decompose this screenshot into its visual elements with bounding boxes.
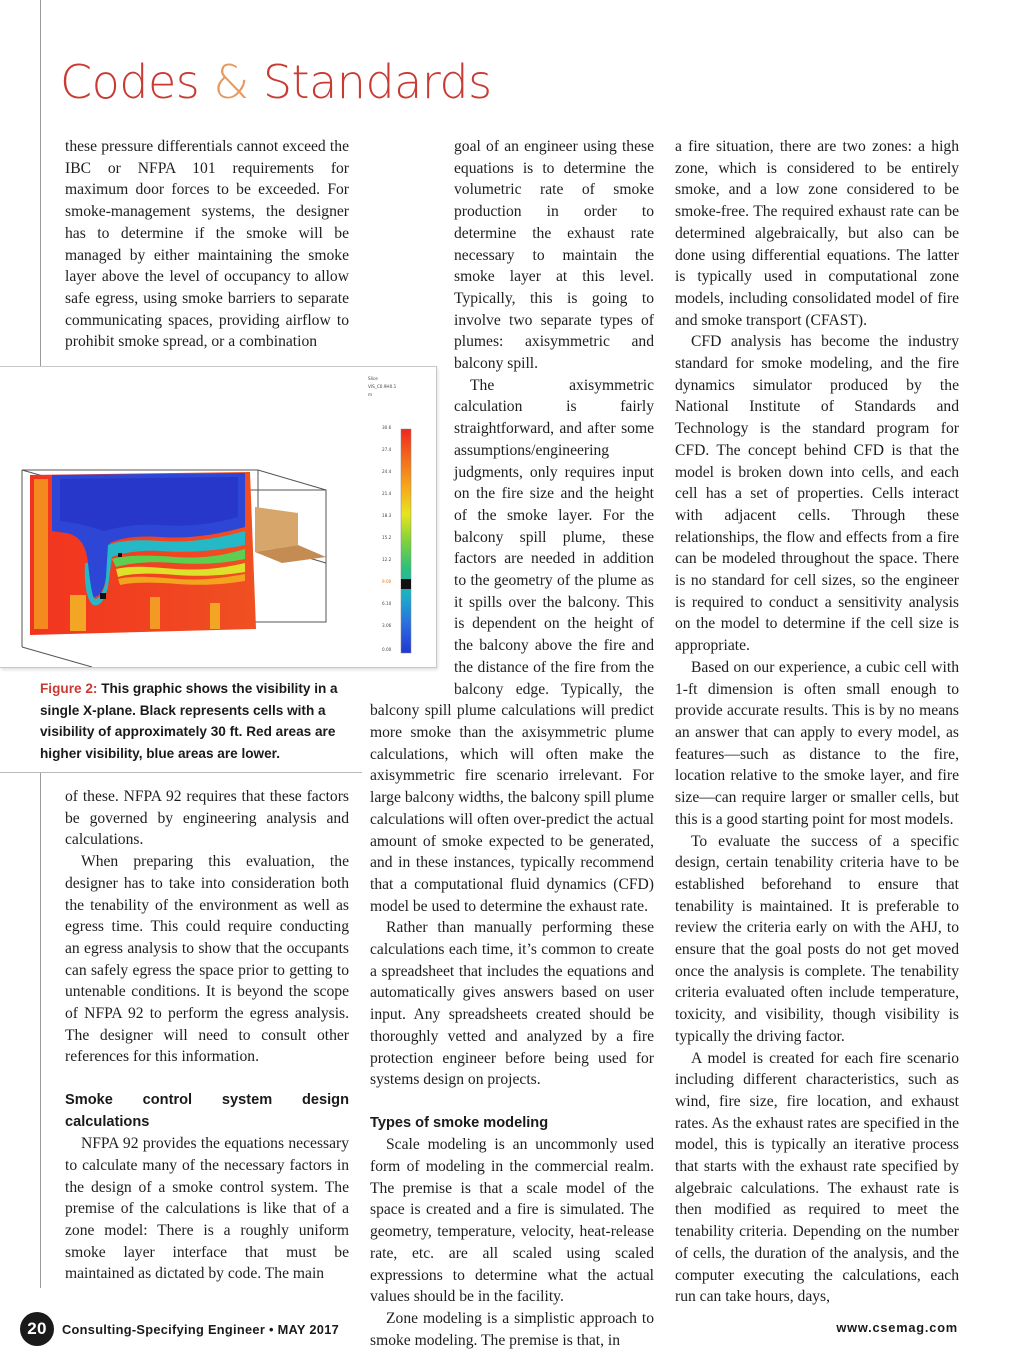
colorbar-tick: 6.10	[382, 601, 392, 606]
col1-paragraph-4: NFPA 92 provides the equations necessary to calculate many of the necessary factors in the design of a smoke control system. The premise of the calculations is like that of a zone model: There is a roughly uniform smoke layer interface that must be maintained as dictated by code. The main	[65, 1135, 349, 1283]
colorbar-title-3: m	[368, 392, 373, 397]
col2-paragraph-4: Scale modeling is an uncommonly used form of modeling in the commercial realm. The premise is that a scale model of the space is created and a fire is simulated. The geometry, temperature, velocity, heat-release rate, etc. are all scaled using scaled expressions to determine what the actual values should be in the facility.	[370, 1136, 654, 1306]
col1-paragraph-1: these pressure differentials cannot exceed the IBC or NFPA 101 requirements for maximum door forces to be exceeded. For smoke-management systems, the designer has to determine if the smoke will be managed by either maintaining the smoke layer above the level of occupancy to allow safe egress, using smoke barriers to separate communicating spaces, providing airflow to prohibit smoke spread, or a combination	[65, 138, 349, 351]
column-2	[370, 136, 654, 1351]
section-title-amp: &	[213, 55, 249, 109]
colorbar-tick: 15.2	[382, 535, 392, 540]
colorbar-tick: 0.00	[382, 647, 392, 652]
colorbar-title-1: Slice	[368, 376, 378, 381]
colorbar-tick: 9.00	[382, 579, 392, 584]
model-side-block	[255, 507, 326, 563]
col2-paragraph-2: The axisymmetric calculation is fairly straightforward, and after some assumptions/engineering judgments, only requires input on the fire size and the height of the smoke layer. For the balcony spill plume, these factors are needed in addition to the geometry of the plume as it spills over the balcony. This is dependent on the height of the balcony above the fire and the distance of the fire from the balcony edge. Typically, the balcony spill plume calculations will predict more smoke than the axisymmetric plume calculations, which will often make the axisymmetric fire scenario irrelevant. For large balcony widths, the balcony spill plume calculations will often over-predict the actual amount of smoke expected to be generated, and in these instances, typically recommend that a computational fluid dynamics (CFD) model be used to determine the exhaust rate.	[370, 376, 654, 915]
publication-info: Consulting-Specifying Engineer • MAY 2017	[62, 1321, 340, 1337]
section-title-standards: Standards	[262, 55, 492, 109]
colorbar-tick: 21.4	[382, 491, 392, 496]
col2-subheading: Types of smoke modeling	[370, 1114, 549, 1131]
colorbar-tick: 3.06	[382, 623, 392, 628]
colorbar-title-2: VIS_C0.9H0.1	[368, 384, 397, 389]
colorbar-labels	[368, 376, 397, 652]
col3-paragraph-4: To evaluate the success of a specific design, certain tenability criteria have to be established beforehand to ensure that tenability is maintained. It is preferable to review the criteria early on with the AHJ, to ensure that the goal posts do not get moved once the analysis is complete. The tenability criteria evaluated often include temperature, toxicity, and visibility, though visibility is typically the driving factor.	[675, 832, 959, 1045]
col3-paragraph-3: Based on our experience, a cubic cell with 1-ft dimension is often small enough to provide accurate results. This is by no means an answer that can apply to every model, as features—such as distance to the fire, location relative to the smoke layer, and fire size—can require larger or smaller cells, but this is a good starting point for most models.	[675, 658, 959, 828]
col1-paragraph-2: of these. NFPA 92 requires that these factors be governed by engineering analysis and calculations.	[65, 788, 349, 849]
colorbar-tick: 12.2	[382, 557, 392, 562]
colorbar-tick: 30.6	[382, 425, 392, 430]
col3-paragraph-1: a fire situation, there are two zones: a high zone, which is considered to be entirely smoke, and a low zone considered to be smoke-free. The required exhaust rate can be determined algebraically, but also can be done using differential equations. The latter is typically used in computational zone models, including consolidated model of fire and smoke transport (CFAST).	[675, 138, 959, 329]
visibility-colorbar	[401, 429, 411, 653]
visibility-slice-graphic	[0, 367, 436, 667]
col2-paragraph-5: Zone modeling is a simplistic approach to smoke modeling. The premise is that, in	[370, 1309, 654, 1349]
colorbar-tick: 27.4	[382, 447, 392, 452]
figure-2	[0, 366, 437, 668]
colorbar-tick: 24.4	[382, 469, 392, 474]
col1-paragraph-3: When preparing this evaluation, the designer has to take into consideration both the tenability of the environment as well as egress time. This could require conducting an egress analysis to show that the occupants can safely egress the space prior to getting to untenable conditions. It is beyond the scope of NFPA 92 to perform the egress analysis. The designer will need to consult other references for this information.	[65, 853, 349, 1066]
figure-caption	[40, 678, 350, 765]
col2-paragraph-1: goal of an engineer using these equations is to determine the volumetric rate of smoke production in order to determine the exhaust rate necessary to maintain the smoke layer at this level. Typically, this is going to involve two separate types of plumes: axisymmetric and balcony spill.	[454, 138, 654, 373]
figure-label: Figure 2:	[40, 681, 98, 696]
website-link[interactable]: www.csemag.com	[836, 1320, 958, 1335]
page-footer-left	[20, 1312, 339, 1346]
caption-divider	[0, 772, 362, 773]
col1-subheading: Smoke control system design calculations	[65, 1091, 349, 1130]
column-3	[675, 136, 959, 1308]
col2-paragraph-3: Rather than manually performing these calculations each time, it’s common to create a spreadsheet that includes the equations and automatically gives answers based on user input. Any spreadsheets created should be thoroughly vetted and analyzed by a fire protection engineer before being used for systems design on projects.	[370, 919, 654, 1089]
col3-paragraph-5: A model is created for each fire scenario including different characteristics, such as wind, fire size, fire location, and exhaust rates. As the exhaust rates are specified in the model, this is typically an iterative process that starts with the exhaust rate specified by algebraic calculations. The exhaust rate is then modified as required to meet the tenability criteria. Depending on the number of cells, the duration of the analysis, and the computer executing the calculations, each run can take hours, days,	[675, 1049, 959, 1306]
figure-caption-text: This graphic shows the visibility in a single X-plane. Black represents cells with a visibility of approximately 30 ft. Red areas are higher visibility, blue areas are lower.	[40, 681, 338, 762]
margin-rule-top	[40, 0, 41, 366]
visibility-slice	[30, 472, 256, 635]
section-title	[60, 52, 492, 112]
section-title-codes: Codes	[60, 55, 200, 109]
colorbar-tick: 18.3	[382, 513, 392, 518]
column-1-top	[65, 136, 349, 353]
margin-rule-bottom	[40, 773, 41, 1288]
col3-paragraph-2: CFD analysis has become the industry standard for smoke modeling, and the fire dynamics simulator produced by the National Institute of Standards and Technology is the standard program for CFD. The concept behind CFD is that the model is broken down into cells, and each cell has a set of properties. Cells interact with adjacent cells. Through these relationships, the flow and effects from a fire can be modeled throughout the space. There is no standard for cell sizes, so the engineer is required to conduct a sensitivity analysis on the model to determine if the cell size is appropriate.	[675, 333, 959, 655]
page-number-badge: 20	[20, 1312, 54, 1346]
column-1-bottom	[65, 786, 349, 1285]
